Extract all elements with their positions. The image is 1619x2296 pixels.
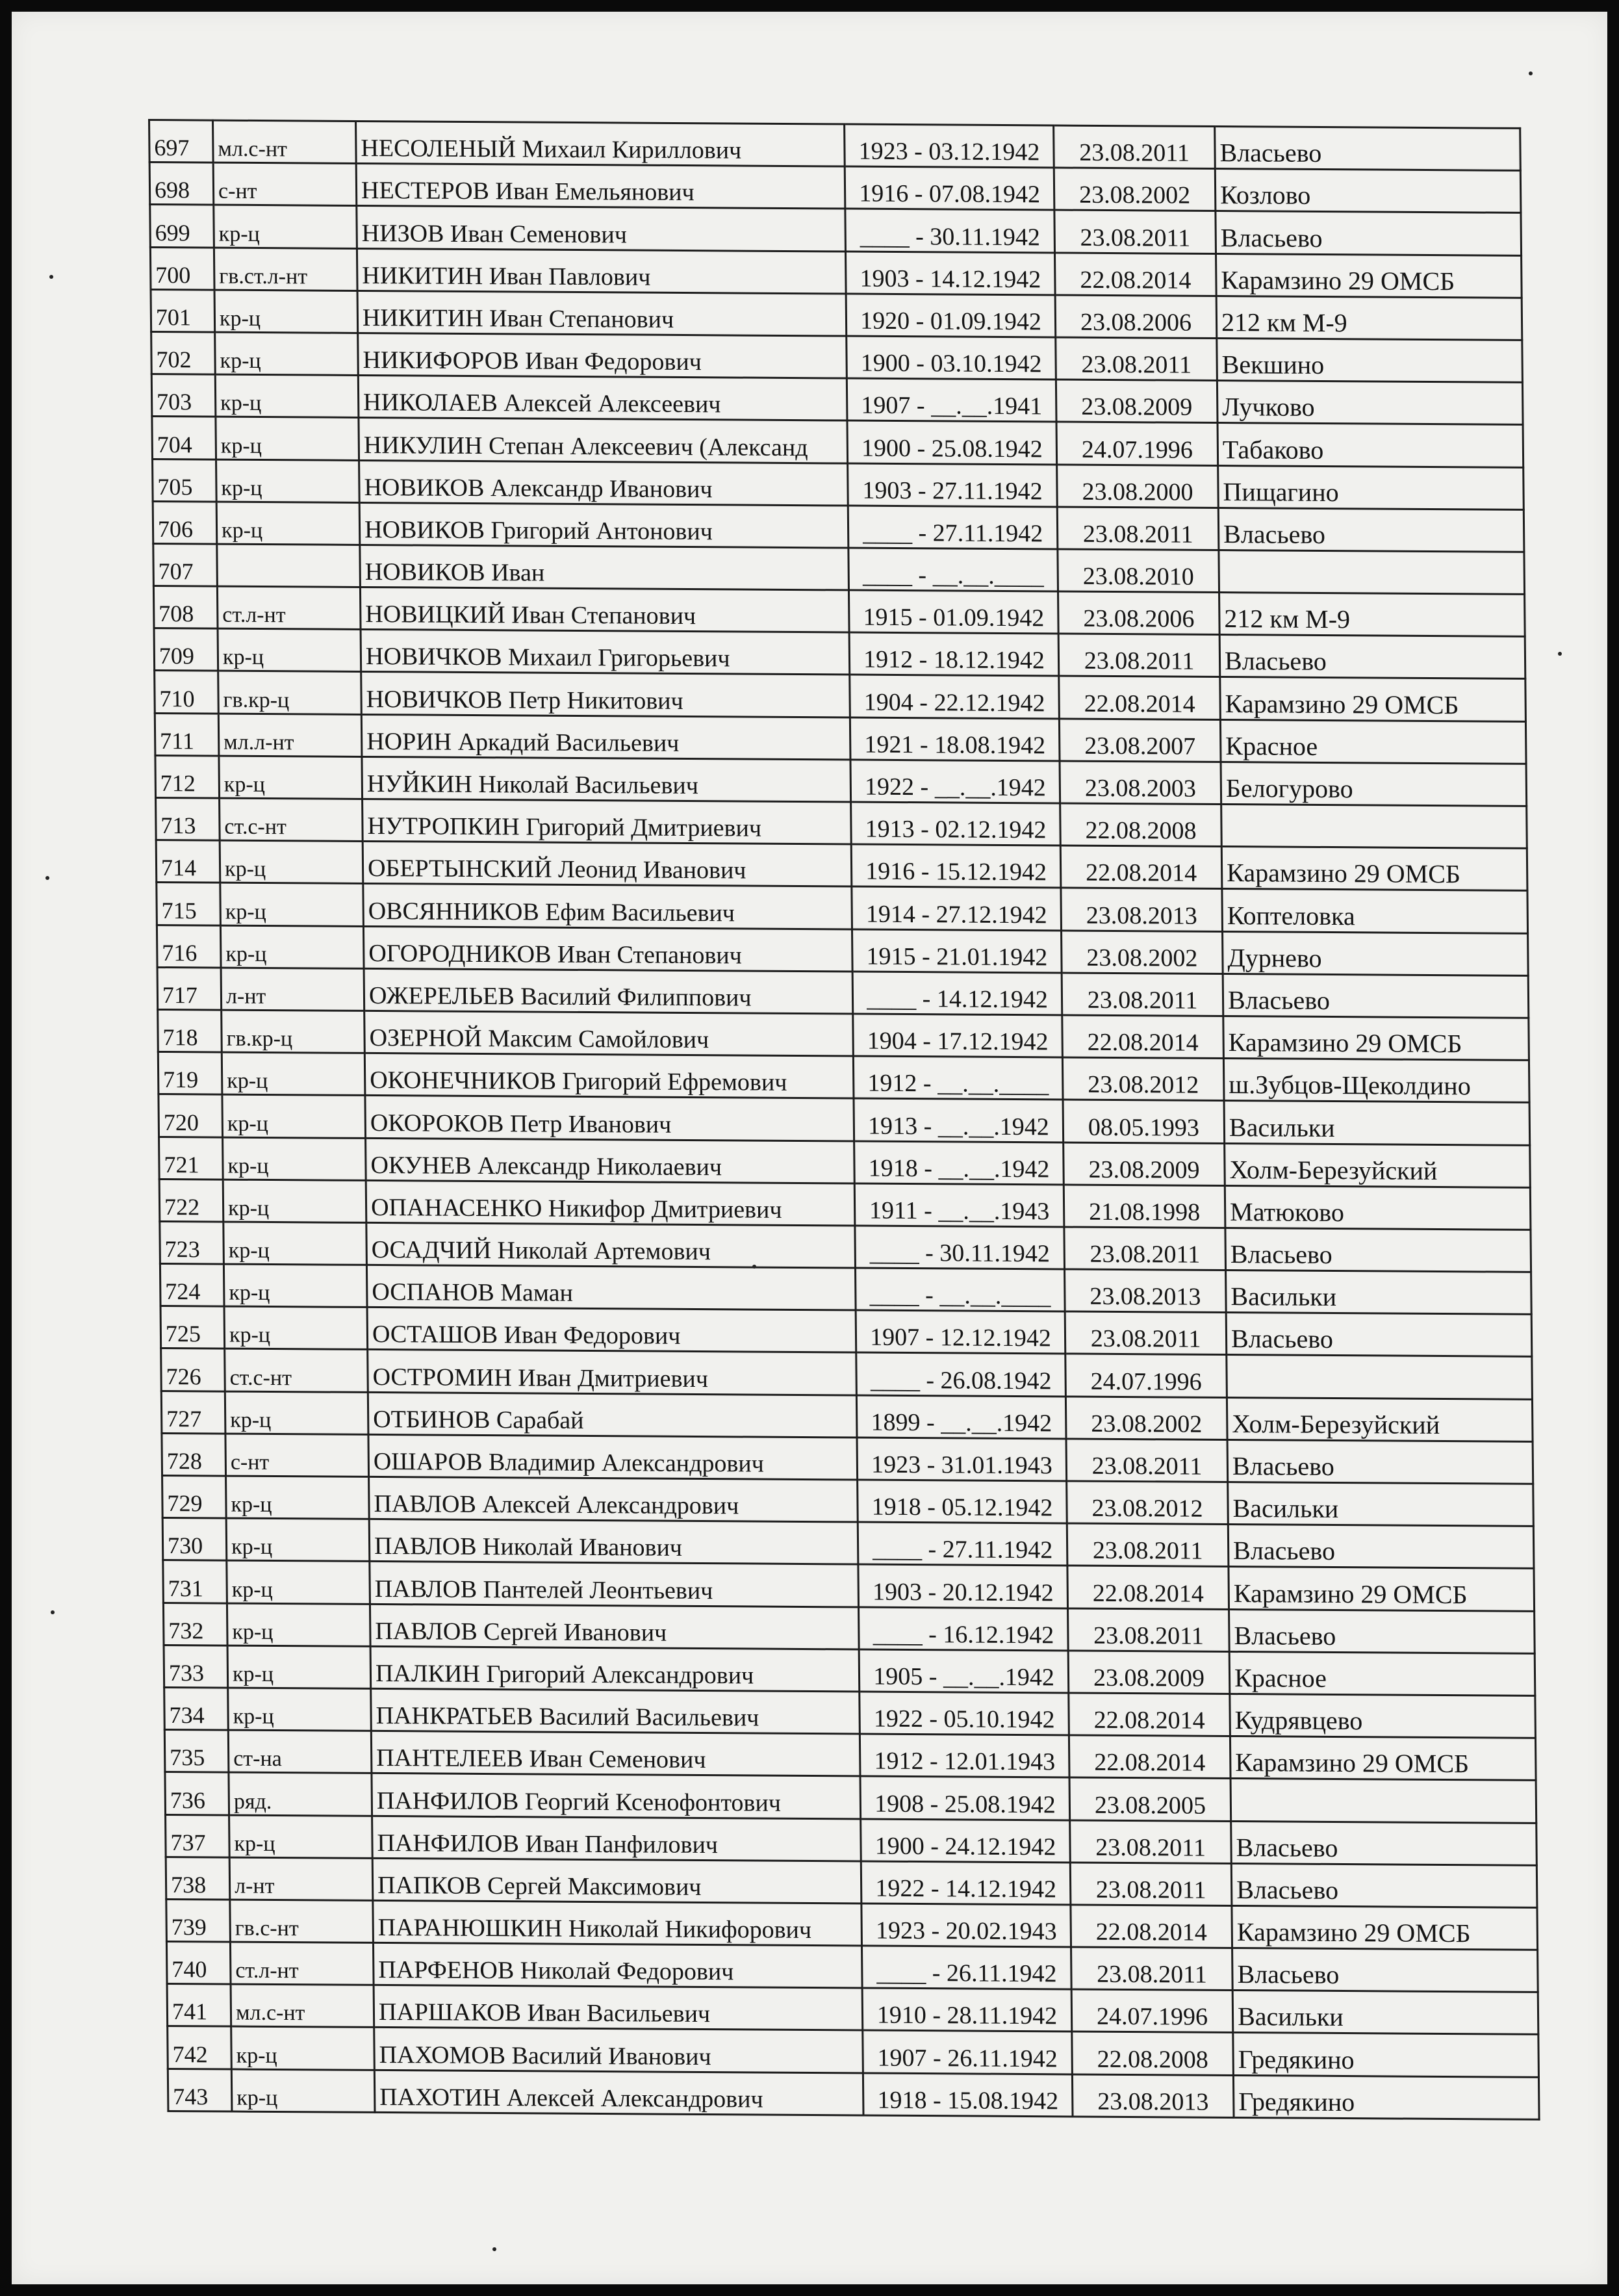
- life-dates: ____ - 26.11.1942: [862, 1946, 1072, 1989]
- burial-place: [1221, 805, 1527, 849]
- burial-place: Векшино: [1217, 338, 1523, 382]
- reburial-date: 23.08.2011: [1064, 1227, 1226, 1271]
- military-rank: мл.с-нт: [231, 1984, 374, 2028]
- military-rank: кр-ц: [223, 1264, 367, 1308]
- row-number: 739: [166, 1899, 231, 1942]
- life-dates: 1907 - 26.11.1942: [863, 2030, 1073, 2074]
- scan-speck: [1529, 71, 1533, 75]
- soldier-name: ОКУНЕВ Александр Николаевич: [366, 1138, 855, 1183]
- military-rank: кр-ц: [222, 1052, 365, 1096]
- military-rank: ряд.: [229, 1772, 372, 1816]
- soldier-name: ПАРШАКОВ Иван Васильевич: [374, 1985, 863, 2031]
- military-rank: кр-ц: [226, 1476, 370, 1519]
- soldier-name: НУТРОПКИН Григорий Дмитриевич: [363, 799, 852, 844]
- burial-place: Карамзино 29 ОМСБ: [1229, 1567, 1535, 1611]
- row-number: 726: [161, 1348, 225, 1391]
- row-number: 700: [150, 247, 214, 290]
- burial-place: Пищагино: [1218, 465, 1524, 510]
- soldier-name: ОШАРОВ Владимир Александрович: [368, 1434, 858, 1480]
- reburial-date: 22.08.2014: [1069, 1693, 1230, 1736]
- reburial-date: 23.08.2009: [1056, 380, 1217, 423]
- reburial-date: 23.08.2011: [1065, 1311, 1227, 1355]
- military-rank: [217, 544, 361, 587]
- soldier-name: НОВИЦКИЙ Иван Степанович: [360, 587, 849, 633]
- row-number: 706: [153, 501, 217, 544]
- military-rank: ст.л-нт: [217, 586, 361, 630]
- life-dates: 1922 - __.__.1942: [850, 760, 1060, 803]
- life-dates: ____ - 27.11.1942: [848, 506, 1058, 549]
- life-dates: ____ - 30.11.1942: [845, 209, 1055, 252]
- military-rank: кр-ц: [214, 290, 358, 333]
- reburial-date: 23.08.2011: [1057, 507, 1219, 550]
- burial-place: Власьево: [1232, 1948, 1538, 1993]
- military-rank: кр-ц: [218, 628, 361, 672]
- soldier-name: ОЖЕРЕЛЬЕВ Василий Филиппович: [364, 968, 853, 1014]
- military-rank: кр-ц: [222, 1094, 366, 1138]
- burial-place: Васильки: [1232, 1991, 1538, 2035]
- soldier-name: ПАЛКИН Григорий Александрович: [370, 1646, 860, 1692]
- burial-place: Карамзино 29 ОМСБ: [1216, 253, 1522, 298]
- scan-speck: [492, 2247, 496, 2251]
- burial-place: Карамзино 29 ОМСБ: [1220, 677, 1526, 721]
- military-rank: кр-ц: [220, 840, 363, 884]
- row-number: 740: [166, 1942, 231, 1985]
- soldier-name: ПАНКРАТЬЕВ Василий Васильевич: [371, 1688, 860, 1734]
- row-number: 718: [158, 1009, 222, 1052]
- row-number: 716: [157, 925, 221, 968]
- reburial-date: 23.08.2011: [1066, 1439, 1228, 1482]
- burial-place: Лучково: [1217, 381, 1523, 425]
- military-rank: ст.л-нт: [230, 1942, 374, 1985]
- life-dates: 1907 - 12.12.1942: [856, 1310, 1065, 1354]
- military-rank: кр-ц: [224, 1306, 368, 1350]
- burial-place: Власьево: [1231, 1821, 1537, 1865]
- row-number: 714: [156, 840, 220, 883]
- row-number: 730: [162, 1518, 227, 1561]
- row-number: 709: [154, 628, 218, 671]
- military-rank: кр-ц: [231, 2026, 375, 2070]
- life-dates: 1903 - 20.12.1942: [858, 1564, 1068, 1608]
- life-dates: 1918 - 15.08.1942: [863, 2073, 1073, 2117]
- life-dates: 1900 - 25.08.1942: [847, 420, 1057, 464]
- row-number: 727: [161, 1391, 225, 1434]
- soldier-name: НОВИКОВ Александр Иванович: [359, 460, 848, 506]
- row-number: 735: [164, 1730, 229, 1773]
- soldier-name: НИЗОВ Иван Семенович: [357, 206, 846, 252]
- burial-place: Власьево: [1228, 1525, 1534, 1569]
- soldier-name: ПАПКОВ Сергей Максимович: [372, 1858, 861, 1903]
- military-rank: кр-ц: [225, 1391, 368, 1435]
- soldier-name: ОСТАШОВ Иван Федорович: [367, 1308, 856, 1353]
- reburial-date: 24.07.1996: [1065, 1354, 1227, 1397]
- burial-place: Власьево: [1219, 635, 1525, 679]
- row-number: 729: [162, 1475, 227, 1518]
- reburial-date: 23.08.2011: [1067, 1523, 1229, 1567]
- soldier-name: ОКОРОКОВ Петр Иванович: [365, 1096, 854, 1141]
- row-number: 721: [159, 1137, 223, 1180]
- life-dates: 1923 - 31.01.1943: [857, 1438, 1067, 1481]
- military-rank: кр-ц: [228, 1688, 372, 1731]
- military-rank: гв.кр-ц: [222, 1010, 365, 1053]
- burial-register-table: [148, 119, 1540, 2121]
- soldier-name: НИКИФОРОВ Иван Федорович: [358, 333, 847, 378]
- military-rank: кр-ц: [216, 502, 360, 545]
- life-dates: 1899 - __.__.1942: [856, 1395, 1066, 1439]
- soldier-name: ПАВЛОВ Николай Иванович: [369, 1519, 858, 1565]
- soldier-name: ПАРФЕНОВ Николай Федорович: [373, 1942, 862, 1988]
- row-number: 722: [159, 1179, 223, 1222]
- military-rank: кр-ц: [227, 1560, 370, 1604]
- military-rank: кр-ц: [229, 1815, 373, 1859]
- reburial-date: 23.08.2009: [1068, 1651, 1230, 1694]
- burial-place: [1219, 550, 1525, 594]
- burial-place: Васильки: [1224, 1101, 1530, 1145]
- reburial-date: 23.08.2011: [1062, 973, 1223, 1016]
- military-rank: кр-ц: [216, 417, 359, 460]
- military-rank: мл.л-нт: [218, 714, 362, 757]
- burial-place: Кудрявцево: [1230, 1694, 1536, 1738]
- burial-place: Васильки: [1228, 1482, 1534, 1526]
- row-number: 707: [153, 543, 218, 586]
- soldier-name: ПАХОМОВ Василий Иванович: [374, 2028, 863, 2073]
- life-dates: 1900 - 03.10.1942: [847, 336, 1056, 380]
- reburial-date: 23.08.2007: [1059, 719, 1221, 762]
- military-rank: гв.с-нт: [230, 1900, 374, 1943]
- military-rank: кр-ц: [220, 925, 364, 969]
- burial-place: Карамзино 29 ОМСБ: [1232, 1905, 1538, 1950]
- soldier-name: ОГОРОДНИКОВ Иван Степанович: [363, 926, 852, 972]
- soldier-name: ОПАНАСЕНКО Никифор Дмитриевич: [366, 1180, 855, 1226]
- life-dates: 1912 - 18.12.1942: [849, 632, 1059, 676]
- life-dates: ____ - __.__.____: [855, 1268, 1065, 1311]
- reburial-date: 23.08.2006: [1058, 591, 1220, 635]
- reburial-date: 23.08.2011: [1058, 634, 1220, 677]
- burial-place: Власьево: [1215, 127, 1521, 171]
- reburial-date: 23.08.2013: [1065, 1269, 1227, 1313]
- soldier-name: НЕСОЛЕНЫЙ Михаил Кириллович: [356, 121, 845, 166]
- military-rank: кр-ц: [226, 1518, 370, 1562]
- burial-place: Власьево: [1227, 1439, 1533, 1484]
- reburial-date: 23.08.2006: [1055, 295, 1217, 339]
- military-rank: гв.ст.л-нт: [214, 248, 357, 291]
- reburial-date: 22.08.2014: [1054, 253, 1216, 296]
- life-dates: 1904 - 17.12.1942: [853, 1014, 1063, 1057]
- life-dates: 1916 - 15.12.1942: [851, 844, 1061, 888]
- row-number: 724: [160, 1264, 224, 1307]
- soldier-name: ПАВЛОВ Пантелей Леонтьевич: [370, 1562, 859, 1607]
- scan-speck: [49, 275, 53, 279]
- row-number: 705: [153, 459, 217, 502]
- soldier-name: НОРИН Аркадий Васильевич: [361, 714, 850, 760]
- burial-place: [1230, 1779, 1536, 1823]
- military-rank: л-нт: [221, 968, 364, 1011]
- life-dates: 1915 - 21.01.1942: [852, 929, 1062, 973]
- row-number: 732: [163, 1603, 227, 1645]
- reburial-date: 23.08.2011: [1071, 1947, 1233, 1991]
- life-dates: 1923 - 20.02.1943: [861, 1903, 1071, 1947]
- burial-place: Матюково: [1225, 1185, 1531, 1230]
- life-dates: 1922 - 05.10.1942: [860, 1692, 1069, 1735]
- life-dates: 1907 - __.__.1941: [847, 378, 1056, 422]
- row-number: 710: [155, 671, 219, 714]
- life-dates: 1914 - 27.12.1942: [852, 886, 1062, 930]
- soldier-name: НОВИЧКОВ Петр Никитович: [361, 672, 850, 717]
- reburial-date: 08.05.1993: [1063, 1100, 1225, 1143]
- burial-place: Карамзино 29 ОМСБ: [1221, 847, 1527, 891]
- soldier-name: ПАНФИЛОВ Иван Панфилович: [372, 1816, 861, 1861]
- life-dates: 1912 - __.__.____: [853, 1056, 1063, 1100]
- scan-speck: [45, 876, 49, 880]
- row-number: 720: [159, 1094, 223, 1137]
- life-dates: 1911 - __.__.1943: [854, 1183, 1064, 1227]
- reburial-date: 24.07.1996: [1056, 422, 1218, 465]
- reburial-date: 22.08.2014: [1069, 1735, 1230, 1779]
- soldier-name: ПАХОТИН Алексей Александрович: [374, 2070, 863, 2115]
- burial-place: Гредякино: [1233, 2075, 1539, 2119]
- burial-place: Власьево: [1229, 1609, 1535, 1653]
- soldier-name: ОСПАНОВ Маман: [366, 1265, 856, 1310]
- row-number: 712: [155, 755, 220, 798]
- life-dates: 1903 - 27.11.1942: [848, 463, 1058, 507]
- soldier-name: ОЗЕРНОЙ Максим Самойлович: [364, 1011, 854, 1056]
- military-rank: кр-ц: [216, 459, 360, 503]
- reburial-date: 23.08.2011: [1068, 1608, 1230, 1652]
- burial-place: Власьево: [1223, 974, 1529, 1018]
- table-row: [168, 2069, 1539, 2119]
- burial-place: Власьево: [1218, 508, 1524, 552]
- military-rank: ст-на: [228, 1730, 372, 1774]
- soldier-name: НОВИКОВ Григорий Антонович: [359, 502, 848, 548]
- burial-place: 212 км М-9: [1219, 593, 1525, 637]
- soldier-name: НИКИТИН Иван Павлович: [357, 248, 846, 294]
- reburial-date: 22.08.2014: [1071, 1905, 1232, 1948]
- reburial-date: 22.08.2014: [1067, 1566, 1229, 1609]
- soldier-name: ОКОНЕЧНИКОВ Григорий Ефремович: [364, 1053, 854, 1099]
- burial-place: Дурнево: [1223, 931, 1529, 975]
- reburial-date: 22.08.2008: [1072, 2032, 1234, 2075]
- military-rank: кр-ц: [231, 2069, 375, 2113]
- scan-speck: [752, 1265, 756, 1269]
- row-number: 711: [155, 713, 219, 756]
- military-rank: с-нт: [225, 1434, 369, 1477]
- reburial-date: 24.07.1996: [1071, 1989, 1233, 2033]
- row-number: 741: [167, 1984, 231, 2027]
- row-number: 703: [151, 374, 216, 417]
- reburial-date: 23.08.2002: [1065, 1397, 1227, 1440]
- life-dates: 1903 - 14.12.1942: [845, 252, 1055, 295]
- reburial-date: 22.08.2008: [1060, 803, 1222, 847]
- military-rank: кр-ц: [219, 756, 363, 799]
- row-number: 699: [150, 205, 214, 248]
- burial-place: Васильки: [1226, 1271, 1532, 1315]
- reburial-date: 23.08.2000: [1057, 465, 1219, 508]
- row-number: 702: [151, 331, 216, 374]
- soldier-name: НИКИТИН Иван Степанович: [357, 290, 847, 336]
- military-rank: кр-ц: [215, 332, 359, 376]
- soldier-name: ПАРАНЮШКИН Николай Никифорович: [373, 1900, 862, 1946]
- soldier-name: ПАВЛОВ Алексей Александрович: [369, 1477, 858, 1522]
- reburial-date: 23.08.2012: [1067, 1481, 1229, 1525]
- row-number: 701: [151, 289, 215, 332]
- soldier-name: НИКУЛИН Степан Алексеевич (Александ: [359, 418, 848, 463]
- reburial-date: 23.08.2003: [1060, 761, 1221, 805]
- burial-place: Власьево: [1231, 1863, 1537, 1907]
- life-dates: 1913 - __.__.1942: [854, 1098, 1064, 1142]
- military-rank: мл.с-нт: [213, 120, 357, 164]
- life-dates: 1918 - 05.12.1942: [858, 1480, 1067, 1523]
- soldier-name: ПАНФИЛОВ Георгий Ксенофонтович: [372, 1774, 861, 1819]
- soldier-name: ОВСЯННИКОВ Ефим Васильевич: [363, 884, 852, 929]
- life-dates: 1905 - __.__.1942: [859, 1649, 1069, 1693]
- reburial-date: 23.08.2005: [1069, 1777, 1231, 1821]
- military-rank: кр-ц: [214, 205, 357, 248]
- soldier-name: ОТБИНОВ Сарабай: [368, 1392, 857, 1438]
- reburial-date: 23.08.2011: [1054, 210, 1216, 253]
- life-dates: 1922 - 14.12.1942: [861, 1861, 1071, 1905]
- military-rank: ст.с-нт: [220, 798, 363, 842]
- burial-place: Красное: [1220, 719, 1526, 764]
- soldier-name: НОВИКОВ Иван: [360, 545, 849, 590]
- reburial-date: 22.08.2014: [1062, 1015, 1224, 1059]
- life-dates: 1913 - 02.12.1942: [851, 802, 1061, 845]
- soldier-name: НИКОЛАЕВ Алексей Алексеевич: [358, 376, 847, 421]
- life-dates: 1916 - 07.08.1942: [845, 166, 1054, 210]
- burial-place: Красное: [1229, 1651, 1535, 1696]
- scan-speck: [1558, 652, 1562, 656]
- military-rank: кр-ц: [223, 1222, 367, 1265]
- row-number: 708: [153, 586, 218, 629]
- row-number: 736: [165, 1772, 229, 1815]
- life-dates: 1912 - 12.01.1943: [860, 1734, 1069, 1777]
- reburial-date: 23.08.2011: [1070, 1863, 1232, 1906]
- burial-place: Власьево: [1216, 211, 1522, 255]
- document-page: [12, 12, 1607, 2284]
- life-dates: 1915 - 01.09.1942: [848, 590, 1058, 634]
- soldier-name: ПАНТЕЛЕЕВ Иван Семенович: [371, 1731, 860, 1777]
- reburial-date: 23.08.2009: [1064, 1142, 1225, 1185]
- register-body: [149, 120, 1540, 2120]
- reburial-date: 23.08.2002: [1062, 931, 1223, 974]
- row-number: 742: [168, 2026, 232, 2069]
- life-dates: ____ - 26.08.1942: [856, 1352, 1066, 1396]
- row-number: 728: [162, 1433, 226, 1476]
- military-rank: кр-ц: [227, 1603, 370, 1647]
- burial-place: 212 км М-9: [1216, 296, 1522, 340]
- row-number: 697: [149, 120, 214, 163]
- life-dates: 1904 - 22.12.1942: [850, 675, 1060, 718]
- burial-place: Карамзино 29 ОМСБ: [1230, 1736, 1536, 1781]
- life-dates: ____ - 27.11.1942: [858, 1522, 1067, 1566]
- burial-place: Власьево: [1226, 1313, 1532, 1357]
- military-rank: кр-ц: [220, 883, 364, 926]
- soldier-name: ОСТРОМИН Иван Дмитриевич: [368, 1350, 857, 1395]
- soldier-name: НУЙКИН Николай Васильевич: [362, 756, 851, 802]
- life-dates: ____ - 14.12.1942: [852, 972, 1062, 1015]
- military-rank: с-нт: [213, 162, 357, 206]
- row-number: 704: [152, 417, 216, 459]
- soldier-name: ОБЕРТЫНСКИЙ Леонид Иванович: [363, 842, 852, 887]
- life-dates: 1920 - 01.09.1942: [846, 294, 1056, 337]
- life-dates: 1918 - __.__.1942: [854, 1141, 1064, 1185]
- reburial-date: 23.08.2012: [1062, 1057, 1224, 1101]
- row-number: 733: [164, 1645, 228, 1688]
- row-number: 738: [166, 1857, 230, 1900]
- row-number: 743: [168, 2069, 232, 2111]
- burial-place: Табаково: [1217, 423, 1523, 467]
- reburial-date: 22.08.2014: [1060, 845, 1222, 889]
- reburial-date: 23.08.2010: [1058, 549, 1219, 593]
- burial-place: Козлово: [1215, 169, 1521, 213]
- burial-place: Коптеловка: [1222, 889, 1528, 933]
- row-number: 734: [164, 1687, 229, 1730]
- reburial-date: 23.08.2011: [1070, 1820, 1232, 1863]
- life-dates: 1910 - 28.11.1942: [862, 1988, 1072, 2032]
- soldier-name: НЕСТЕРОВ Иван Емельянович: [356, 164, 845, 209]
- row-number: 719: [158, 1052, 222, 1095]
- row-number: 731: [163, 1560, 227, 1603]
- life-dates: 1900 - 24.12.1942: [861, 1818, 1071, 1862]
- row-number: 725: [160, 1306, 225, 1349]
- row-number: 723: [160, 1221, 224, 1264]
- row-number: 737: [166, 1814, 230, 1857]
- soldier-name: ПАВЛОВ Сергей Иванович: [370, 1604, 859, 1649]
- row-number: 698: [149, 162, 214, 205]
- military-rank: ст.с-нт: [225, 1349, 368, 1393]
- burial-place: Холм-Березуйский: [1227, 1397, 1533, 1441]
- life-dates: ____ - __.__.____: [848, 548, 1058, 591]
- reburial-date: 23.08.2013: [1072, 2074, 1234, 2118]
- burial-place: Власьево: [1225, 1228, 1531, 1272]
- life-dates: 1908 - 25.08.1942: [860, 1776, 1070, 1820]
- soldier-name: ОСАДЧИЙ Николай Артемович: [366, 1222, 856, 1268]
- life-dates: ____ - 16.12.1942: [859, 1607, 1069, 1651]
- row-number: 713: [156, 797, 220, 840]
- military-rank: л-нт: [229, 1857, 373, 1901]
- military-rank: гв.кр-ц: [218, 671, 362, 715]
- reburial-date: 22.08.2014: [1059, 676, 1221, 719]
- burial-place: Карамзино 29 ОМСБ: [1223, 1016, 1529, 1060]
- burial-place: Холм-Березуйский: [1225, 1143, 1531, 1187]
- reburial-date: 23.08.2011: [1054, 125, 1216, 169]
- burial-place: Гредякино: [1233, 2033, 1539, 2077]
- military-rank: кр-ц: [227, 1645, 371, 1689]
- life-dates: 1921 - 18.08.1942: [850, 717, 1060, 761]
- reburial-date: 23.08.2011: [1056, 337, 1217, 381]
- life-dates: ____ - 30.11.1942: [855, 1226, 1065, 1269]
- row-number: 715: [157, 883, 221, 925]
- military-rank: кр-ц: [223, 1180, 366, 1223]
- life-dates: 1923 - 03.12.1942: [845, 124, 1054, 168]
- burial-place: Белогурово: [1221, 762, 1527, 806]
- military-rank: кр-ц: [223, 1137, 366, 1181]
- reburial-date: 23.08.2002: [1054, 168, 1216, 211]
- military-rank: кр-ц: [215, 374, 359, 418]
- scan-speck: [51, 1610, 55, 1614]
- burial-place: ш.Зубцов-Щеколдино: [1223, 1059, 1529, 1103]
- reburial-date: 23.08.2013: [1061, 888, 1223, 931]
- reburial-date: 21.08.1998: [1064, 1185, 1225, 1228]
- soldier-name: НОВИЧКОВ Михаил Григорьевич: [361, 630, 850, 675]
- burial-place: [1227, 1355, 1533, 1399]
- row-number: 717: [157, 967, 222, 1010]
